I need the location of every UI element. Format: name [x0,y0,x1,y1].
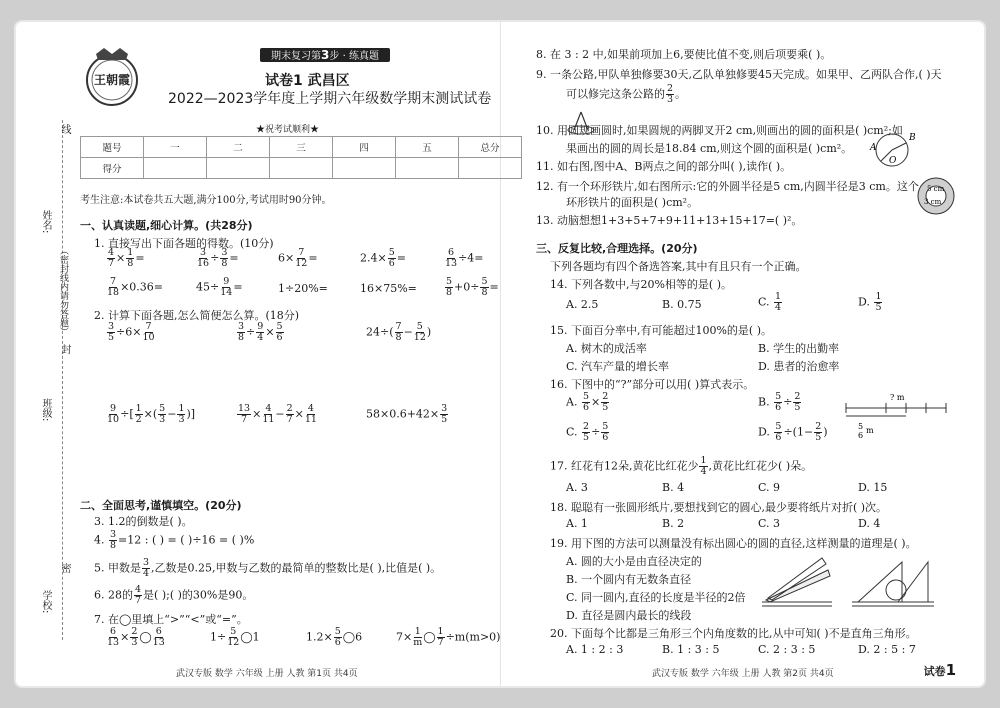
q7-item: 7× $\frac{1}{m}$ ◯ $\frac{1}{7}$ ÷m(m>0) [396,626,501,648]
q20-option-d[interactable]: D. 2 : 5 : 7 [858,643,916,656]
ring-inner-label: 3 cm [924,198,942,206]
school-label: 学校: [40,590,51,614]
q16-option-d[interactable]: D. $\frac{5}{6}$ ÷(1− $\frac{2}{5}$ ) [758,421,828,443]
segment-bottom-den: 6 [858,431,864,440]
segment-bottom-num: 5 [858,422,864,431]
q5-text: 5. 甲数是 $\frac{3}{4}$ ,乙数是0.25,甲数与乙数的最简单的整数比是( ),比值是( )。 [94,557,442,579]
paper-number-mark: 试卷1 [923,661,956,679]
q1-item: 1÷20%= [278,282,328,295]
section3-intro: 下列各题均有四个备选答案,其中有且只有一个正确。 [550,260,807,273]
score-header: 五 [396,137,459,158]
q2-item: 58×0.6+42× $\frac{3}{5}$ [366,403,448,425]
q3-text: 3. 1.2的倒数是( )。 [94,515,193,528]
brand-logo [78,46,148,108]
q20-option-b[interactable]: B. 1 : 3 : 5 [662,643,720,656]
q7-item: $\frac{6}{13}$ × $\frac{2}{3}$ ◯ $\frac{6}{13}$ [107,626,165,648]
q1-item: 45÷ $\frac{9}{14}$ = [196,276,243,298]
q19-option-a[interactable]: A. 圆的大小是由直径决定的 [566,555,702,568]
q2-item: $\frac{3}{8}$ ÷ $\frac{9}{4}$ × $\frac{5}{6}$ [238,321,283,343]
q1-item: $\frac{4}{7}$ × $\frac{1}{8}$ = [108,247,145,269]
score-cell[interactable] [459,158,522,179]
q20-option-a[interactable]: A. 1 : 2 : 3 [566,643,624,656]
q14-option-d[interactable]: D. $\frac{1}{5}$ [858,291,882,313]
q1-text: 1. 直接写出下面各题的得数。(10分) [94,237,274,250]
section2-title: 二、全面思考,谨慎填空。(20分) [80,499,242,512]
q19-option-d[interactable]: D. 直径是圆内最长的线段 [566,609,692,622]
q10-text-cont: 果画出的圆的周长是18.84 cm,则这个圆的面积是( )cm²。 [566,142,853,155]
q1-item: $\frac{6}{13}$ ÷4= [445,247,484,269]
center-o-label: O [889,156,897,166]
segment-unit: m [866,426,874,435]
q16-option-b[interactable]: B. $\frac{5}{6}$ ÷ $\frac{2}{5}$ [758,391,801,413]
ring-figure [916,176,956,216]
q8-text: 8. 在 3 : 2 中,如果前项加上6,要使比值不变,则后项要乘( )。 [536,48,832,61]
q19-option-c[interactable]: C. 同一圆内,直径的长度是半径的2倍 [566,591,746,604]
seal-line [62,120,64,640]
seal-instruction: （密封线内请勿答题） [58,246,68,336]
q1-item: $\frac{7}{18}$ ×0.36= [107,276,164,298]
q2-item: 24÷( $\frac{7}{8}$ − $\frac{5}{12}$ ) [366,321,432,343]
q6-text: 6. 28的 $\frac{4}{7}$ 是( );( )的30%是90。 [94,584,254,606]
q7-item: 1.2× $\frac{5}{6}$ ◯6 [306,626,363,648]
page-fold [500,22,501,686]
name-label: 姓名: [40,210,51,234]
q19-text: 19. 用下图的方法可以测量没有标出圆心的圆的直径,这样测量的道理是( )。 [550,537,917,550]
score-cell[interactable] [207,158,270,179]
q18-option-d[interactable]: D. 4 [858,517,881,530]
q1-item: 6× $\frac{7}{12}$ = [278,247,318,269]
q15-text: 15. 下面百分率中,有可能超过100%的是( )。 [550,324,773,337]
footer-left: 武汉专版 数学 六年级 上册 人教 第1页 共4页 [176,669,358,679]
q15-option-d[interactable]: D. 患者的治愈率 [758,360,840,373]
score-cell[interactable] [270,158,333,179]
q10-text: 10. 用圆规画圆时,如果圆规的两脚叉开2 cm,则画出的圆的面积是( )cm²;如 [536,124,903,137]
q2-text: 2. 计算下面各题,怎么简便怎么算。(18分) [94,309,300,322]
q20-option-c[interactable]: C. 2 : 3 : 5 [758,643,816,656]
q1-item: 16×75%= [360,282,417,295]
score-header: 题号 [81,137,144,158]
review-step-band: 期末复习第3步 · 练真题 [260,48,390,62]
q1-item: $\frac{3}{16}$ ÷ $\frac{3}{8}$ = [197,247,239,269]
q12-text: 12. 有一个环形铁片,如右图所示:它的外圆半径是5 cm,内圆半径是3 cm。这个 [536,180,919,193]
ruler-triangle-figures [758,550,938,612]
circle-arc-figure [862,128,922,170]
score-header: 一 [144,137,207,158]
q18-text: 18. 聪聪有一张圆形纸片,要想找到它的圆心,最少要将纸片对折( )次。 [550,501,888,514]
q17-option-a[interactable]: A. 3 [566,481,588,494]
point-b-label: B [909,133,916,143]
q11-text: 11. 如右图,图中A、B两点之间的部分叫( ),读作( )。 [536,160,792,173]
q1-item: $\frac{5}{8}$ +0÷ $\frac{5}{8}$ = [446,276,499,298]
q14-text: 14. 下列各数中,与20%相等的是( )。 [550,278,733,291]
q15-option-c[interactable]: C. 汽车产量的增长率 [566,360,670,373]
footer-right: 武汉专版 数学 六年级 上册 人教 第2页 共4页 [652,669,834,679]
compass-icon [566,110,596,136]
seal-char-mi: 密 [59,563,70,573]
test-title: 试卷1 武昌区 [265,73,350,89]
q4-text: 4. $\frac{3}{8}$ =12 : ( ) = ( )÷16 = ( )% [94,529,255,551]
instructions: 考生注意:本试卷共五大题,满分100分,考试用时90分钟。 [80,195,332,206]
q18-option-b[interactable]: B. 2 [662,517,685,530]
q2-item: $\frac{9}{10}$ ÷[ $\frac{1}{2}$ ×( $\frac{5}{3}$ − $\frac{1}{3}$ )] [107,403,196,425]
q18-option-a[interactable]: A. 1 [566,517,588,530]
q9-text: 9. 一条公路,甲队单独修要30天,乙队单独修要45天完成。如果甲、乙两队合作,( )天 [536,68,942,81]
q2-item: $\frac{3}{5}$ ÷6× $\frac{7}{10}$ [108,321,155,343]
q1-item: 2.4× $\frac{5}{6}$ = [360,247,406,269]
score-cell[interactable] [396,158,459,179]
score-header: 四 [333,137,396,158]
segment-diagram [842,392,952,440]
q7-text: 7. 在◯里填上“>”“<”或“=”。 [94,613,248,626]
ring-outer-label: 5 cm [927,185,945,193]
segment-question-label: ? m [890,393,905,402]
q16-text: 16. 下图中的“?”部分可以用( )算式表示。 [550,378,755,391]
blessing: ★祝考试顺利★ [256,125,320,135]
score-header: 二 [207,137,270,158]
point-a-label: A [870,143,877,153]
q12-text-cont: 环形铁片的面积是( )cm²。 [566,196,699,209]
seal-char-xian: 线 [59,124,70,134]
q16-option-a[interactable]: A. $\frac{5}{6}$ × $\frac{2}{5}$ [566,391,609,413]
q7-item: 1÷ $\frac{5}{12}$ ◯1 [210,626,260,648]
q14-option-c[interactable]: C. $\frac{1}{4}$ [758,291,782,313]
q9-text-cont: 可以修完这条公路的 $\frac{2}{3}$ 。 [566,83,687,105]
q18-option-c[interactable]: C. 3 [758,517,781,530]
score-cell[interactable] [333,158,396,179]
section1-title: 一、认真读题,细心计算。(共28分) [80,219,253,232]
score-header: 总分 [459,137,522,158]
exam-title: 2022—2023学年度上学期六年级数学期末测试试卷 [168,91,492,107]
seal-char-feng: 封 [59,344,70,354]
q16-option-c[interactable]: C. $\frac{2}{5}$ ÷ $\frac{5}{6}$ [566,421,609,443]
q17-text: 17. 红花有12朵,黄花比红花少 $\frac{1}{4}$ ,黄花比红花少( )朵。 [550,455,813,477]
q17-option-c[interactable]: C. 9 [758,481,781,494]
score-cell[interactable] [144,158,207,179]
score-table [80,136,522,179]
class-label: 班级: [40,398,51,422]
q17-option-b[interactable]: B. 4 [662,481,685,494]
section3-title: 三、反复比较,合理选择。(20分) [536,242,698,255]
q2-item: $\frac{13}{7}$ × $\frac{4}{11}$ − $\frac{2}{7}$ × $\frac{4}{11}$ [238,403,317,425]
q15-option-a[interactable]: A. 树木的成活率 [566,342,647,355]
q14-option-a[interactable]: A. 2.5 [566,298,599,311]
q14-option-b[interactable]: B. 0.75 [662,298,702,311]
q15-option-b[interactable]: B. 学生的出勤率 [758,342,840,355]
q17-option-d[interactable]: D. 15 [858,481,888,494]
score-header: 三 [270,137,333,158]
q19-option-b[interactable]: B. 一个圆内有无数条直径 [566,573,692,586]
q20-text: 20. 下面每个比都是三角形三个内角度数的比,从中可知( )不是直角三角形。 [550,627,917,640]
svg-text:王朝霞: 王朝霞 [93,73,131,87]
q13-text: 13. 动脑想想1+3+5+7+9+11+13+15+17=( )²。 [536,214,803,227]
score-row-label: 得分 [81,158,144,179]
